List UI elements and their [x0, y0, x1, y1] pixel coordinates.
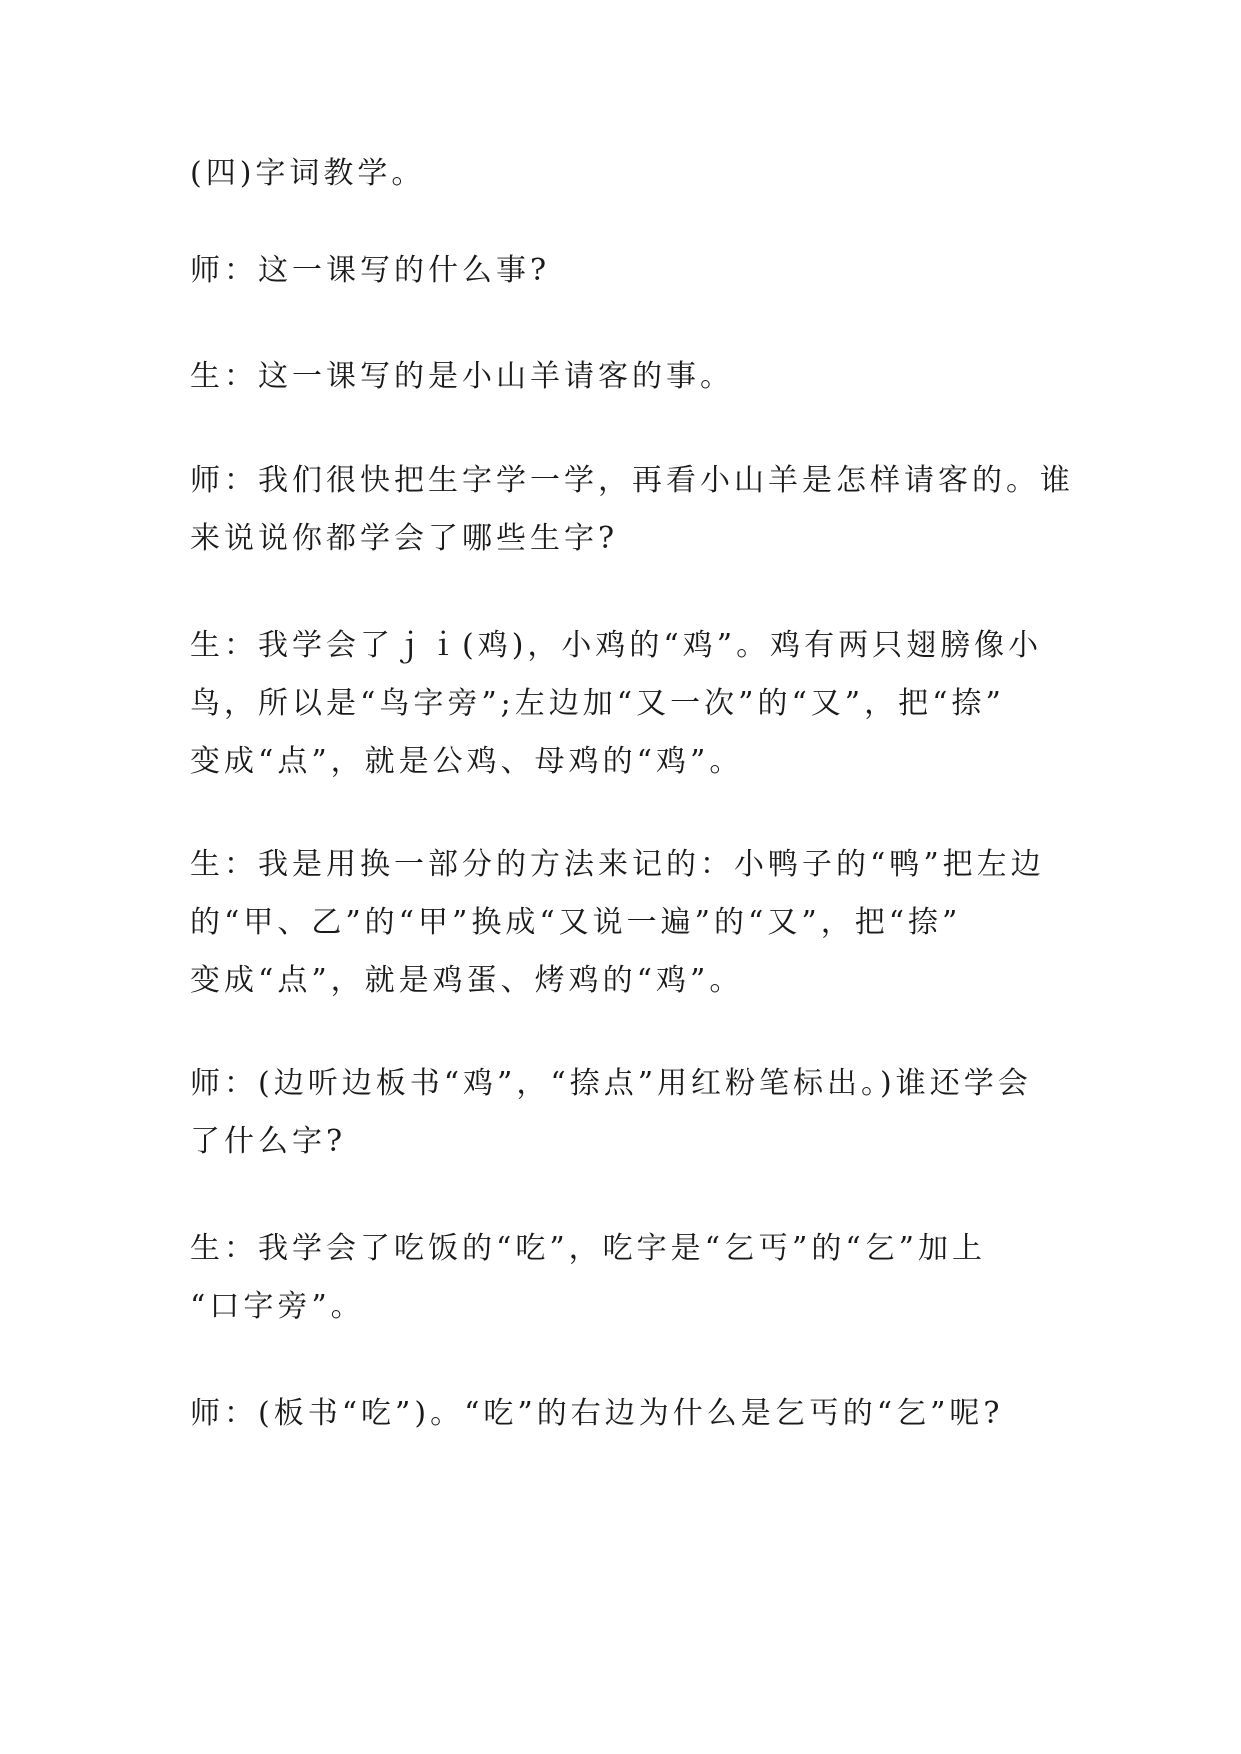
text-line: 师：(板书“吃”)。“吃”的右边为什么是乞丐的“乞”呢? — [190, 1396, 1004, 1431]
dialogue-paragraph — [190, 836, 1050, 1010]
text-line: 鸟，所以是“鸟字旁”;左边加“又一次”的“又”，把“捺” — [190, 686, 1005, 721]
text-line: 变成“点”，就是公鸡、母鸡的“鸡”。 — [190, 744, 744, 779]
text-line: 生：我学会了吃饭的“吃”，吃字是“乞丐”的“乞”加上 — [190, 1231, 987, 1266]
dialogue-paragraph — [190, 1055, 1050, 1171]
dialogue-paragraph — [190, 348, 1050, 406]
dialogue-paragraph — [190, 242, 1050, 300]
text-line: 来说说你都学会了哪些生字? — [190, 521, 619, 556]
section-heading — [190, 145, 1050, 203]
text-line: 师：(边听边板书“鸡”，“捺点”用红粉笔标出。)谁还学会 — [190, 1066, 1032, 1101]
text-line: (四)字词教学。 — [190, 156, 426, 191]
text-line: 了什么字? — [190, 1124, 347, 1159]
dialogue-paragraph — [190, 452, 1074, 568]
text-line: 生：我是用换一部分的方法来记的：小鸭子的“鸭”把左边 — [190, 847, 1045, 882]
text-line: 师：这一课写的什么事? — [190, 253, 551, 288]
text-line: “口字旁”。 — [190, 1289, 365, 1324]
text-line: 生：我学会了ｊｉ(鸡)，小鸡的“鸡”。鸡有两只翅膀像小 — [190, 628, 1043, 663]
dialogue-paragraph — [190, 1220, 1050, 1336]
text-line: 变成“点”，就是鸡蛋、烤鸡的“鸡”。 — [190, 963, 744, 998]
text-line: 的“甲、乙”的“甲”换成“又说一遍”的“又”，把“捺” — [190, 905, 962, 940]
dialogue-paragraph — [190, 1385, 1050, 1443]
dialogue-paragraph — [190, 617, 1050, 791]
text-line: 师：我们很快把生字学一学，再看小山羊是怎样请客的。谁 — [190, 463, 1074, 498]
text-line: 生：这一课写的是小山羊请客的事。 — [190, 359, 734, 394]
